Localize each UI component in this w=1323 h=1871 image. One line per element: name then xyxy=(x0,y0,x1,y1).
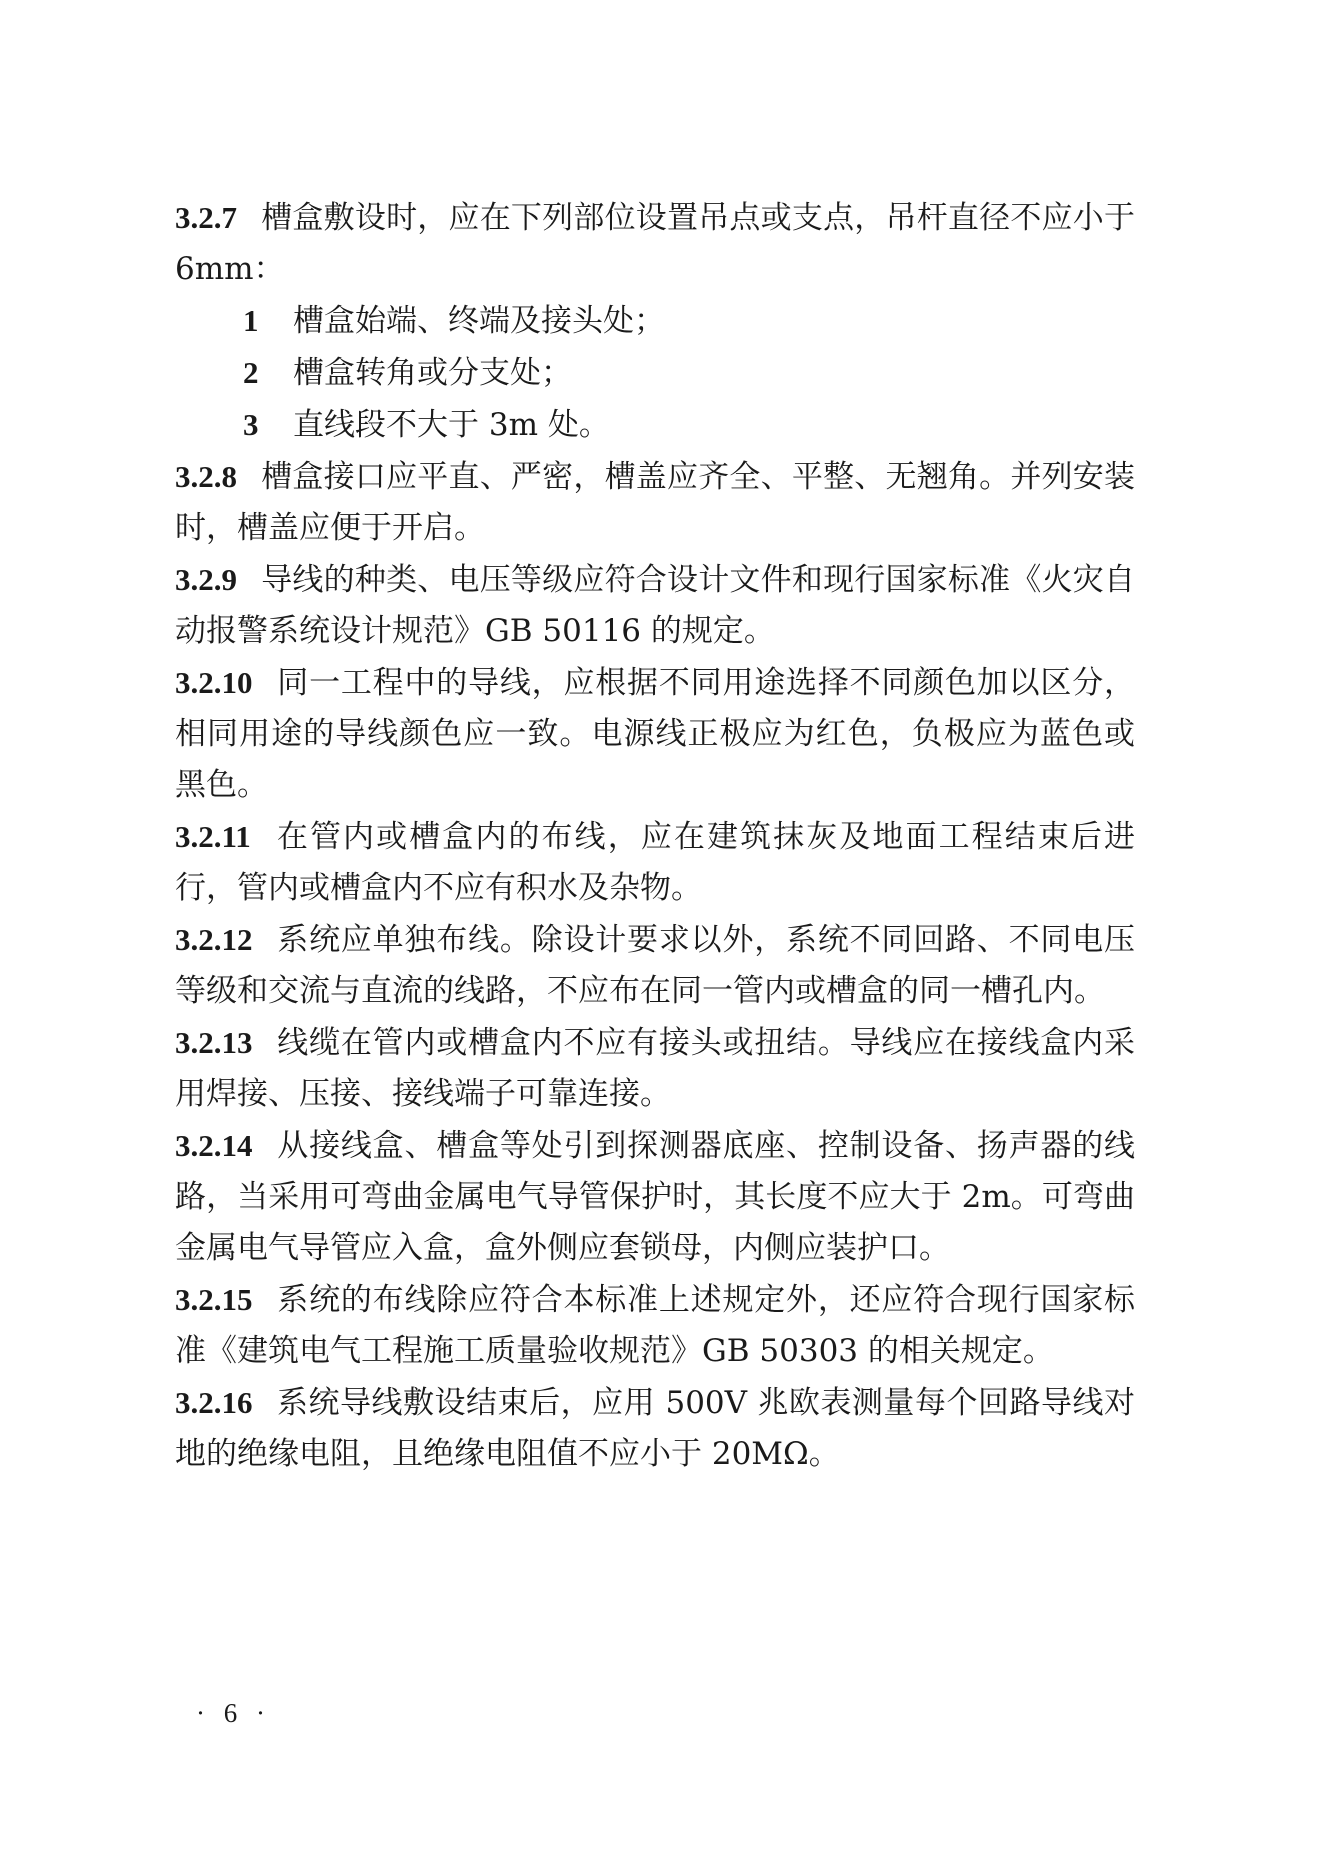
list-item-number: 1 xyxy=(243,303,259,338)
clause-text: 系统应单独布线。除设计要求以外，系统不同回路、不同电压等级和交流与直流的线路，不应布在同一管内或槽盒的同一槽孔内。 xyxy=(175,922,1135,1009)
clause-3-2-14 xyxy=(175,1120,1135,1274)
clause-number: 3.2.13 xyxy=(175,1025,253,1060)
clause-text: 槽盒接口应平直、严密，槽盖应齐全、平整、无翘角。并列安装时，槽盖应便于开启。 xyxy=(175,459,1135,546)
clause-3-2-7 xyxy=(175,192,1135,295)
clause-text: 系统导线敷设结束后，应用 500V 兆欧表测量每个回路导线对地的绝缘电阻，且绝缘电阻值不应小于 20MΩ。 xyxy=(175,1385,1135,1472)
clause-text: 槽盒敷设时，应在下列部位设置吊点或支点，吊杆直径不应小于 6mm： xyxy=(175,200,1135,287)
clause-text: 同一工程中的导线，应根据不同用途选择不同颜色加以区分，相同用途的导线颜色应一致。电源线正极应为红色，负极应为蓝色或黑色。 xyxy=(175,665,1135,803)
clause-text: 从接线盒、槽盒等处引到探测器底座、控制设备、扬声器的线路，当采用可弯曲金属电气导管保护时，其长度不应大于 2m。可弯曲金属电气导管应入盒，盒外侧应套锁母，内侧应装护口。 xyxy=(175,1128,1135,1266)
clause-3-2-11 xyxy=(175,811,1135,914)
clause-3-2-13 xyxy=(175,1017,1135,1120)
clause-text: 导线的种类、电压等级应符合设计文件和现行国家标准《火灾自动报警系统设计规范》GB 50116 的规定。 xyxy=(175,562,1135,649)
clause-number: 3.2.12 xyxy=(175,922,253,957)
clause-number: 3.2.15 xyxy=(175,1282,253,1317)
clause-3-2-8 xyxy=(175,451,1135,554)
list-item-number: 2 xyxy=(243,355,259,390)
list-item xyxy=(175,347,1135,399)
clause-number: 3.2.14 xyxy=(175,1128,253,1163)
clause-3-2-10 xyxy=(175,657,1135,811)
list-item-number: 3 xyxy=(243,407,259,442)
clause-number: 3.2.7 xyxy=(175,200,237,235)
list-item-text: 槽盒始端、终端及接头处； xyxy=(293,303,665,339)
list-item xyxy=(175,399,1135,451)
clause-3-2-9 xyxy=(175,554,1135,657)
list-item-text: 直线段不大于 3m 处。 xyxy=(293,407,610,443)
list-item-text: 槽盒转角或分支处； xyxy=(293,355,572,391)
clause-text: 线缆在管内或槽盒内不应有接头或扭结。导线应在接线盒内采用焊接、压接、接线端子可靠连接。 xyxy=(175,1025,1135,1112)
clause-text: 在管内或槽盒内的布线，应在建筑抹灰及地面工程结束后进行，管内或槽盒内不应有积水及杂物。 xyxy=(175,819,1135,906)
clause-number: 3.2.8 xyxy=(175,459,237,494)
clause-3-2-15 xyxy=(175,1274,1135,1377)
clause-number: 3.2.10 xyxy=(175,665,253,700)
clause-3-2-12 xyxy=(175,914,1135,1017)
clause-text: 系统的布线除应符合本标准上述规定外，还应符合现行国家标准《建筑电气工程施工质量验收规范》GB 50303 的相关规定。 xyxy=(175,1282,1135,1369)
page-number: · 6 · xyxy=(196,1698,271,1728)
clause-3-2-16 xyxy=(175,1377,1135,1480)
clause-number: 3.2.11 xyxy=(175,819,251,854)
clause-number: 3.2.9 xyxy=(175,562,237,597)
list-item xyxy=(175,295,1135,347)
document-body xyxy=(175,192,1135,1480)
clause-number: 3.2.16 xyxy=(175,1385,253,1420)
